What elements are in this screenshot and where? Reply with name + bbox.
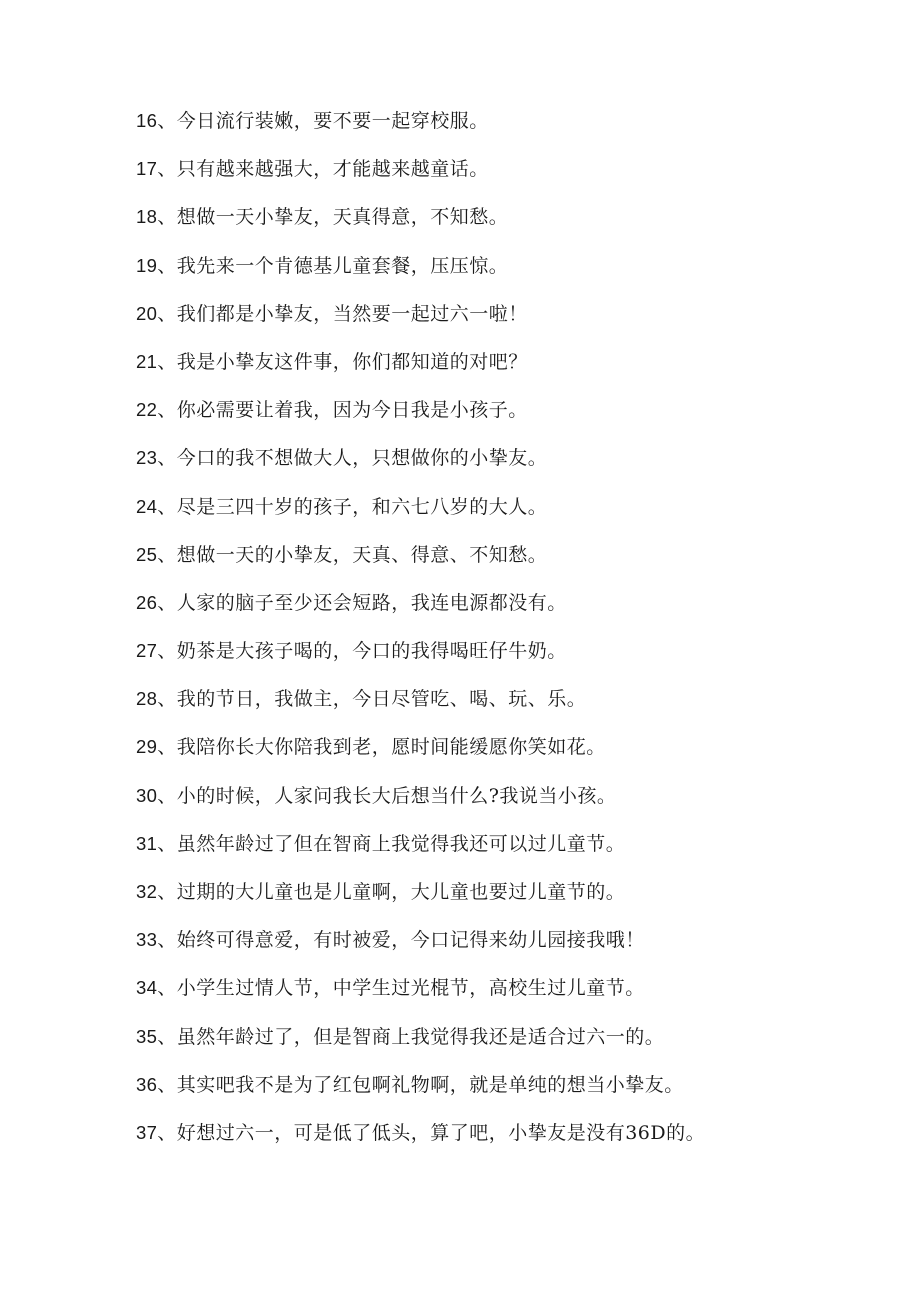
line-number: 23 <box>136 447 158 469</box>
line-text: 、今口的我不想做大人，只想做你的小挚友。 <box>157 447 548 470</box>
line-text: 、过期的大儿童也是儿童啊，大儿童也要过儿童节的。 <box>157 881 626 903</box>
text-line <box>136 440 896 488</box>
line-text: 、我是小挚友这件事，你们都知道的对吧？ <box>157 350 528 373</box>
line-text: 、想做一天的小挚友，天真、得意、不知愁。 <box>157 543 548 566</box>
line-number: 21 <box>136 350 158 372</box>
line-text: 、只有越来越强大，才能越来越童话。 <box>157 158 489 181</box>
line-number: 28 <box>136 688 158 710</box>
text-line <box>136 103 896 151</box>
line-number: 22 <box>136 399 158 421</box>
line-number: 30 <box>136 784 158 806</box>
line-number: 16 <box>136 110 158 131</box>
text-line <box>136 1115 896 1163</box>
line-text: 、尽是三四十岁的孩子，和六七八岁的大人。 <box>157 495 548 518</box>
text-line <box>136 970 896 1018</box>
line-text: 、我陪你长大你陪我到老，愿时间能缓愿你笑如花。 <box>157 736 606 759</box>
text-line <box>136 729 896 777</box>
line-text: 、始终可得意爱，有时被爱，今口记得来幼儿园接我哦！ <box>157 929 645 952</box>
line-text: 、人家的脑子至少还会短路，我连电源都没有。 <box>157 591 567 614</box>
line-number: 35 <box>136 1025 158 1047</box>
text-line <box>136 826 896 874</box>
line-number: 31 <box>136 832 158 854</box>
line-number: 29 <box>136 736 158 758</box>
line-text: 、我们都是小挚友，当然要一起过六一啦！ <box>157 302 528 325</box>
text-line <box>136 778 896 826</box>
line-text: 、小学生过情人节，中学生过光棍节，高校生过儿童节。 <box>157 977 645 1000</box>
line-text: 、虽然年龄过了但在智商上我觉得我还可以过儿童节。 <box>157 832 626 855</box>
line-text: 、好想过六一，可是低了低头，算了吧，小挚友是没有36D的。 <box>157 1121 706 1144</box>
text-line <box>136 199 896 247</box>
line-number: 33 <box>136 929 158 951</box>
line-number: 20 <box>136 302 158 324</box>
line-text: 、今日流行装嫩，要不要一起穿校服。 <box>157 110 489 132</box>
line-number: 34 <box>136 977 158 999</box>
text-line <box>136 489 896 537</box>
line-text: 、我先来一个肯德基儿童套餐，压压惊。 <box>157 254 509 277</box>
line-text: 、奶茶是大孩子喝的，今口的我得喝旺仔牛奶。 <box>157 640 567 663</box>
line-number: 19 <box>136 254 158 276</box>
line-number: 24 <box>136 495 158 517</box>
text-lines <box>136 103 896 1163</box>
text-line <box>136 296 896 344</box>
line-number: 27 <box>136 640 158 662</box>
line-text: 、我的节日，我做主，今日尽管吃、喝、玩、乐。 <box>157 688 587 711</box>
text-line <box>136 1019 896 1067</box>
line-text: 、小的时候，人家问我长大后想当什么?我说当小孩。 <box>157 784 617 807</box>
text-line <box>136 392 896 440</box>
line-text: 、其实吧我不是为了红包啊礼物啊，就是单纯的想当小挚友。 <box>157 1073 684 1096</box>
text-line <box>136 633 896 681</box>
line-number: 18 <box>136 206 158 228</box>
line-number: 17 <box>136 158 158 180</box>
text-line <box>136 344 896 392</box>
line-number: 32 <box>136 881 158 902</box>
text-line <box>136 537 896 585</box>
text-line <box>136 681 896 729</box>
text-line <box>136 248 896 296</box>
text-line <box>136 922 896 970</box>
text-line <box>136 151 896 199</box>
text-line <box>136 585 896 633</box>
line-number: 26 <box>136 591 158 613</box>
line-text: 、虽然年龄过了，但是智商上我觉得我还是适合过六一的。 <box>157 1025 665 1048</box>
line-number: 25 <box>136 543 158 565</box>
text-line <box>136 1067 896 1115</box>
line-text: 、想做一天小挚友，天真得意，不知愁。 <box>157 206 509 229</box>
line-number: 36 <box>136 1073 158 1095</box>
line-number: 37 <box>136 1121 158 1143</box>
line-text: 、你必需要让着我，因为今日我是小孩子。 <box>157 399 528 422</box>
text-line <box>136 874 896 922</box>
